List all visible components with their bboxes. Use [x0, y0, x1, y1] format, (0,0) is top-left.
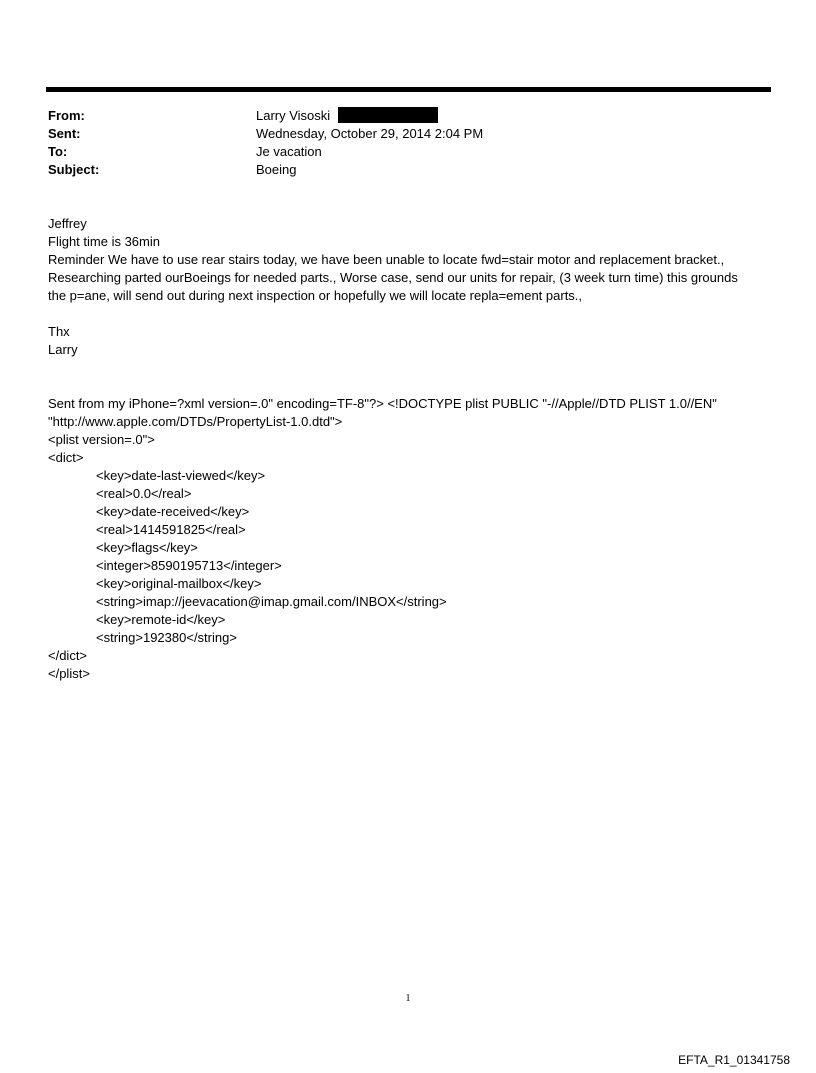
plist-line: <key>original-mailbox</key>: [96, 576, 262, 591]
to-label: To:: [48, 144, 68, 159]
page-number: 1: [405, 993, 411, 1004]
sent-value: Wednesday, October 29, 2014 2:04 PM: [256, 126, 484, 141]
from-name: Larry Visoski: [256, 108, 331, 123]
message-body: [48, 215, 778, 683]
body-line: Researching parted ourBoeings for needed parts., Worse case, send our units for repair, (3 week turn time) this grounds: [48, 270, 738, 285]
body-line: the p=ane, will send out during next inspection or hopefully we will locate repla=ement parts.,: [48, 288, 583, 303]
plist-line: <key>date-received</key>: [96, 504, 250, 519]
blank-line: [48, 377, 778, 395]
plist-line: <key>date-last-viewed</key>: [96, 468, 266, 483]
plist-line: </plist>: [48, 666, 90, 681]
greeting: Jeffrey: [48, 216, 87, 231]
plist-line: <string>192380</string>: [96, 630, 237, 645]
redaction-box: [338, 107, 438, 123]
body-line: Flight time is 36min: [48, 234, 160, 249]
sent-label: Sent:: [48, 126, 81, 141]
plist-line: <real>0.0</real>: [96, 486, 192, 501]
to-value: Je vacation: [256, 144, 322, 159]
plist-line: <key>flags</key>: [96, 540, 198, 555]
plist-line: <plist version=.0">: [48, 432, 155, 447]
header-rule: [46, 87, 771, 92]
plist-line: <key>remote-id</key>: [96, 612, 226, 627]
signature: Larry: [48, 342, 78, 357]
subject-value: Boeing: [256, 162, 297, 177]
thanks: Thx: [48, 324, 70, 339]
plist-line: <dict>: [48, 450, 84, 465]
plist-line: Sent from my iPhone=?xml version=.0" encoding=TF-8"?> <!DOCTYPE plist PUBLIC "-//Apple//DTD PLIST 1.0//EN": [48, 396, 717, 411]
plist-line: <real>1414591825</real>: [96, 522, 246, 537]
body-line: Reminder We have to use rear stairs today, we have been unable to locate fwd=stair motor and replacement bracket.,: [48, 252, 725, 267]
from-label: From:: [48, 108, 85, 123]
plist-line: <integer>8590195713</integer>: [96, 558, 282, 573]
plist-line: "http://www.apple.com/DTDs/PropertyList-1.0.dtd">: [48, 414, 343, 429]
blank-line: [48, 305, 778, 323]
plist-line: </dict>: [48, 648, 88, 663]
document-id: EFTA_R1_01341758: [678, 1053, 790, 1067]
plist-line: <string>imap://jeevacation@imap.gmail.com/INBOX</string>: [96, 594, 447, 609]
subject-label: Subject:: [48, 162, 100, 177]
blank-line: [48, 359, 778, 377]
from-value: [256, 107, 438, 125]
